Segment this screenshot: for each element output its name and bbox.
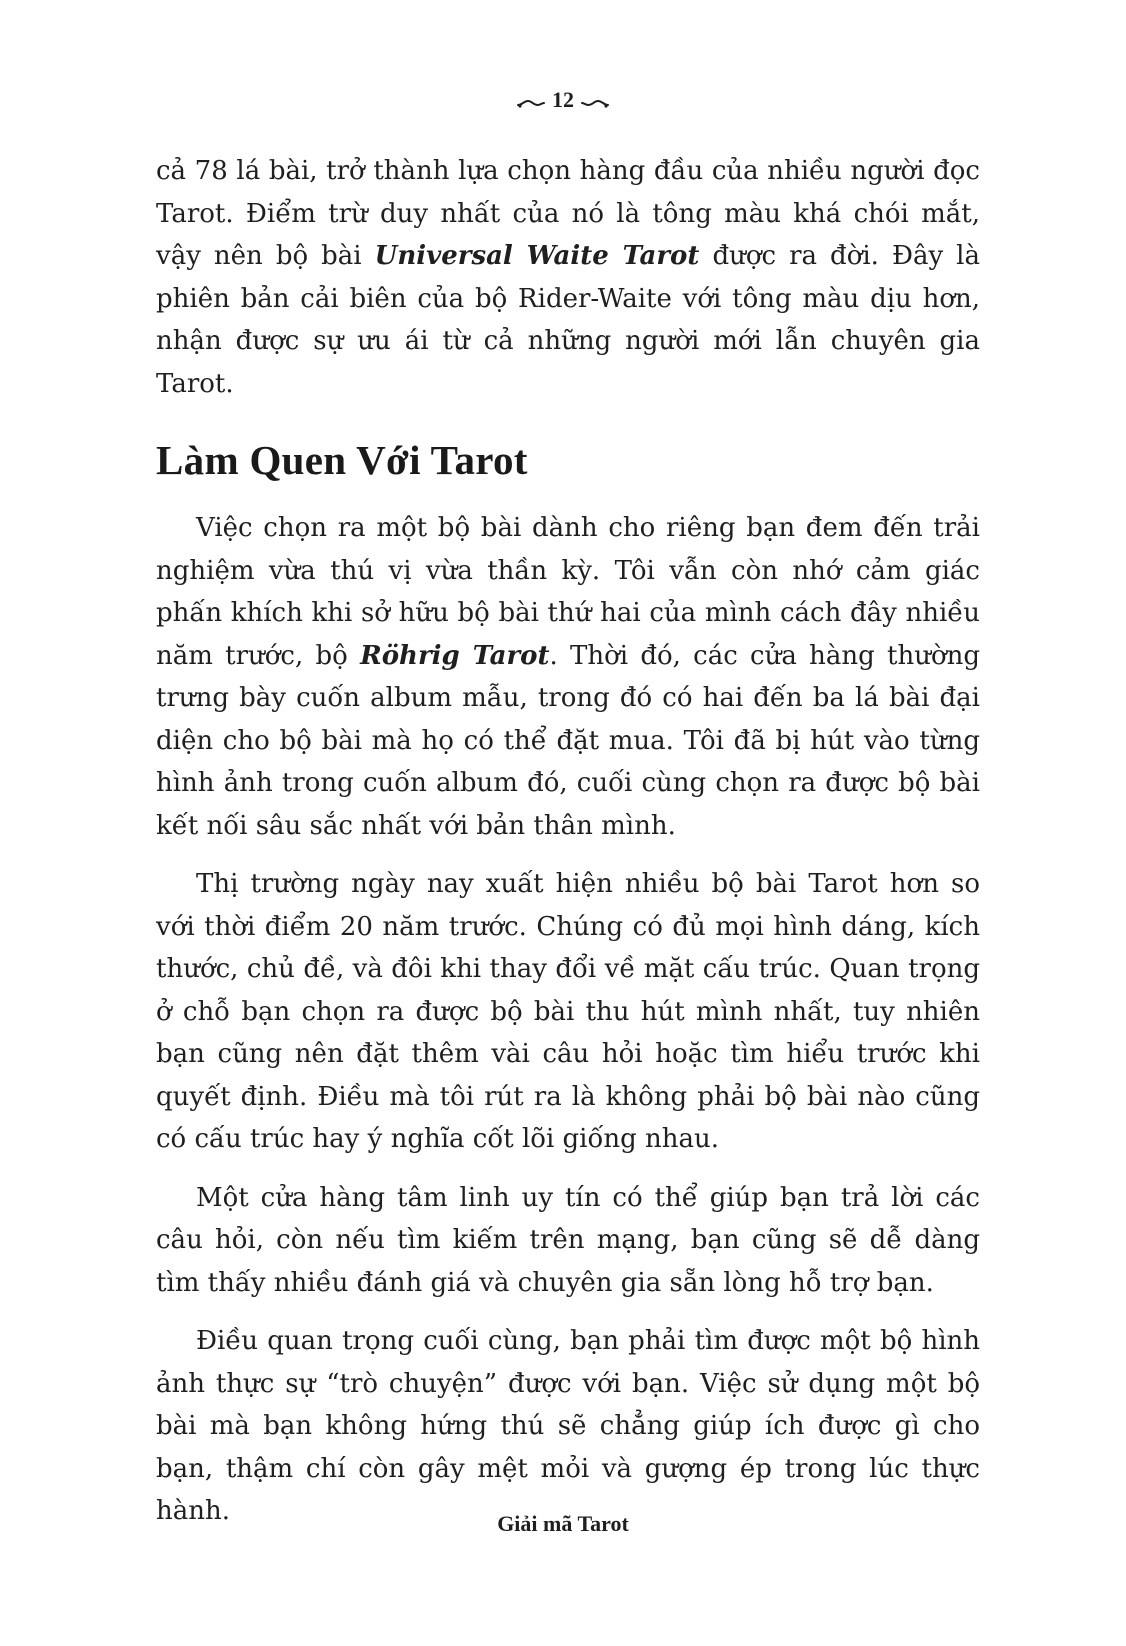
intro-text-end: được ra đời. Đây là phiên bản cải biên của bộ Rider-Waite với tông màu dịu hơn, nhận được sự ưu ái từ cả những người mới lẫn chuyên gia Tarot.: [156, 241, 980, 399]
book-title: Giải mã Tarot: [497, 1511, 629, 1536]
page-body: [156, 150, 980, 1533]
paragraph-4: Điều quan trọng cuối cùng, bạn phải tìm được một bộ hình ảnh thực sự “trò chuyện” được với bạn. Việc sử dụng một bộ bài mà bạn không hứng thú sẽ chẳng giúp ích được gì cho bạn, thậm chí còn gây mệt mỏi và gượng ép trong lúc thực hành.: [156, 1326, 980, 1526]
intro-emphasis: Universal Waite Tarot: [374, 241, 700, 271]
intro-paragraph: [156, 150, 980, 405]
section-title: Làm Quen Với Tarot: [156, 437, 528, 483]
flourish-left-icon: [516, 94, 546, 110]
paragraph-3: Một cửa hàng tâm linh uy tín có thể giúp bạn trả lời các câu hỏi, còn nếu tìm kiếm trên mạng, bạn cũng sẽ dễ dàng tìm thấy nhiều đánh giá và chuyên gia sẵn lòng hỗ trợ bạn.: [156, 1182, 980, 1298]
paragraph-1-text-end: . Thời đó, các cửa hàng thường trưng bày cuốn album mẫu, trong đó có hai đến ba lá bài đại diện cho bộ bài mà họ có thể đặt mua. Tôi đã bị hút vào từng hình ảnh trong cuốn album đó, cuối cùng chọn ra được bộ bài kết nối sâu sắc nhất với bản thân mình.: [156, 640, 981, 841]
intro-text-start: cả 78 lá bài, trở thành lựa chọn hàng đầu của nhiều người đọc Tarot. Điểm trừ duy nhất của nó là tông màu khá chói mắt, vậy nên bộ bài: [156, 156, 980, 271]
paragraph-1: [156, 507, 980, 847]
page-number: 12: [552, 87, 574, 112]
page-header: [0, 86, 1126, 114]
page-footer: [0, 1510, 1126, 1538]
paragraph-1-emphasis: Röhrig Tarot: [360, 640, 550, 671]
paragraph-2: Thị trường ngày nay xuất hiện nhiều bộ bài Tarot hơn so với thời điểm 20 năm trước. Chúng có đủ mọi hình dáng, kích thước, chủ đề, và đôi khi thay đổi về mặt cấu trúc. Quan trọng ở chỗ bạn chọn ra được bộ bài thu hút mình nhất, tuy nhiên bạn cũng nên đặt thêm vài câu hỏi hoặc tìm hiểu trước khi quyết định. Điều mà tôi rút ra là không phải bộ bài nào cũng có cấu trúc hay ý nghĩa cốt lõi giống nhau.: [156, 869, 980, 1154]
flourish-right-icon: [580, 94, 610, 110]
paragraph-1-text-start: Việc chọn ra một bộ bài dành cho riêng bạn đem đến trải nghiệm vừa thú vị vừa thần kỳ. Tôi vẫn còn nhớ cảm giác phấn khích khi sở hữu bộ bài thứ hai của mình cách đây nhiều năm trước, bộ: [156, 513, 980, 671]
